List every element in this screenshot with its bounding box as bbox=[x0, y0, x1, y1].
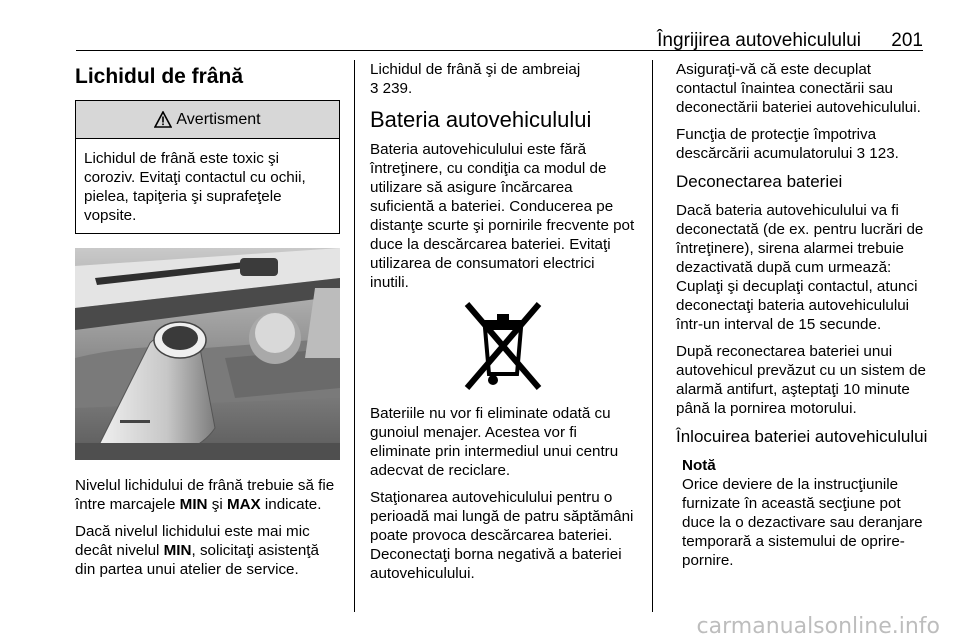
low-level-paragraph bbox=[75, 522, 340, 579]
ignition-off-paragraph: Asiguraţi-vă că este decuplat contactul înaintea conectării sau deconectării bateriei autovehiculului. bbox=[676, 61, 921, 116]
column-2 bbox=[370, 60, 635, 591]
warning-triangle-icon bbox=[154, 111, 172, 128]
brake-fluid-level-paragraph bbox=[75, 476, 340, 514]
section-heading-replace-battery: Înlocuirea bateriei autovehiculului bbox=[676, 427, 928, 446]
battery-disposal-paragraph: Bateriile nu vor fi eliminate odată cu gunoiul menajer. Acestea vor fi eliminate prin intermediul unui centru adecvat de reciclare. bbox=[370, 405, 619, 479]
column-3 bbox=[676, 60, 931, 578]
page-number: 201 bbox=[891, 30, 923, 51]
column-1 bbox=[75, 60, 340, 587]
text-run: indicate. bbox=[260, 496, 322, 513]
discharge-protection-paragraph: Funcţia de protecţie împotriva descărcării acumulatorului 3 123. bbox=[676, 126, 899, 162]
min-mark-label: MIN bbox=[163, 542, 192, 559]
crossed-out-wheelie-bin-icon bbox=[461, 300, 545, 392]
section-heading-disconnect-battery: Deconectarea bateriei bbox=[676, 172, 843, 191]
page-header bbox=[76, 28, 923, 51]
warning-text: Lichidul de frână este toxic şi coroziv. Evitaţi contactul cu ochii, pielea, tapiţeria şi suprafeţele vopsite. bbox=[84, 150, 306, 224]
min-mark-label: MIN bbox=[179, 496, 208, 513]
section-heading-brake-fluid: Lichidul de frână bbox=[75, 65, 244, 88]
note-text: Orice deviere de la instrucţiunile furnizate în această secţiune pot duce la o dezactivare sau deranjare temporară a sistemului de oprire-pornire. bbox=[682, 476, 923, 569]
cross-reference-page: 3 239. bbox=[370, 80, 413, 97]
warning-body bbox=[76, 139, 339, 233]
parking-paragraph: Staţionarea autovehiculului pentru o perioadă mai lungă de patru săptămâni poate provoca descărcarea bateriei. Deconectaţi borna negativă a bateriei autovehiculului. bbox=[370, 489, 634, 582]
max-mark-label: MAX bbox=[226, 496, 261, 513]
battery-maintenance-paragraph: Bateria autovehiculului este fără întreţinere, cu condiţia ca modul de utilizare să asigure încărcarea suficientă a bateriei. Conducerea pe distanţe scurte şi pornirile frecvente pot duce la descărcarea bateriei. Evitaţi utilizarea de consumatori electrici inutili. bbox=[370, 141, 635, 291]
reconnect-paragraph: După reconectarea bateriei unui autovehicul prevăzut cu un sistem de alarmă antifurt, aşteptaţi 10 minute până la pornirea motorului. bbox=[676, 343, 926, 417]
text-run: Nivelul lichidului de frână trebuie să fie între marcajele bbox=[75, 477, 335, 513]
header-title: Îngrijirea autovehiculului bbox=[657, 30, 861, 51]
cross-reference bbox=[370, 60, 635, 98]
note-label: Notă bbox=[682, 457, 716, 474]
section-heading-vehicle-battery: Bateria autovehiculului bbox=[370, 107, 592, 132]
warning-title: Avertisment bbox=[176, 110, 261, 128]
disconnect-procedure-paragraph: Dacă bateria autovehiculului va fi deconectată (de ex. pentru lucrări de întreţinere), sirena alarmei trebuie dezactivată după cum urmează: Cuplaţi şi decuplaţi contactul, atunci deconectaţi bateria autovehiculului într-un interval de 15 secunde. bbox=[676, 202, 924, 333]
watermark: carmanualsonline.info bbox=[696, 614, 940, 639]
brake-fluid-reservoir-photo bbox=[75, 248, 340, 460]
warning-header bbox=[76, 101, 339, 139]
warning-box bbox=[75, 100, 340, 234]
text-run: şi bbox=[207, 496, 227, 513]
text-run: , solicitaţi asistenţă din partea unui atelier de service. bbox=[75, 542, 319, 578]
note-block bbox=[676, 456, 931, 570]
column-divider bbox=[652, 60, 653, 612]
column-divider bbox=[354, 60, 355, 612]
text-run: Dacă nivelul lichidului este mai mic decât nivelul bbox=[75, 523, 310, 559]
cross-reference-text: Lichidul de frână şi de ambreiaj bbox=[370, 61, 581, 78]
